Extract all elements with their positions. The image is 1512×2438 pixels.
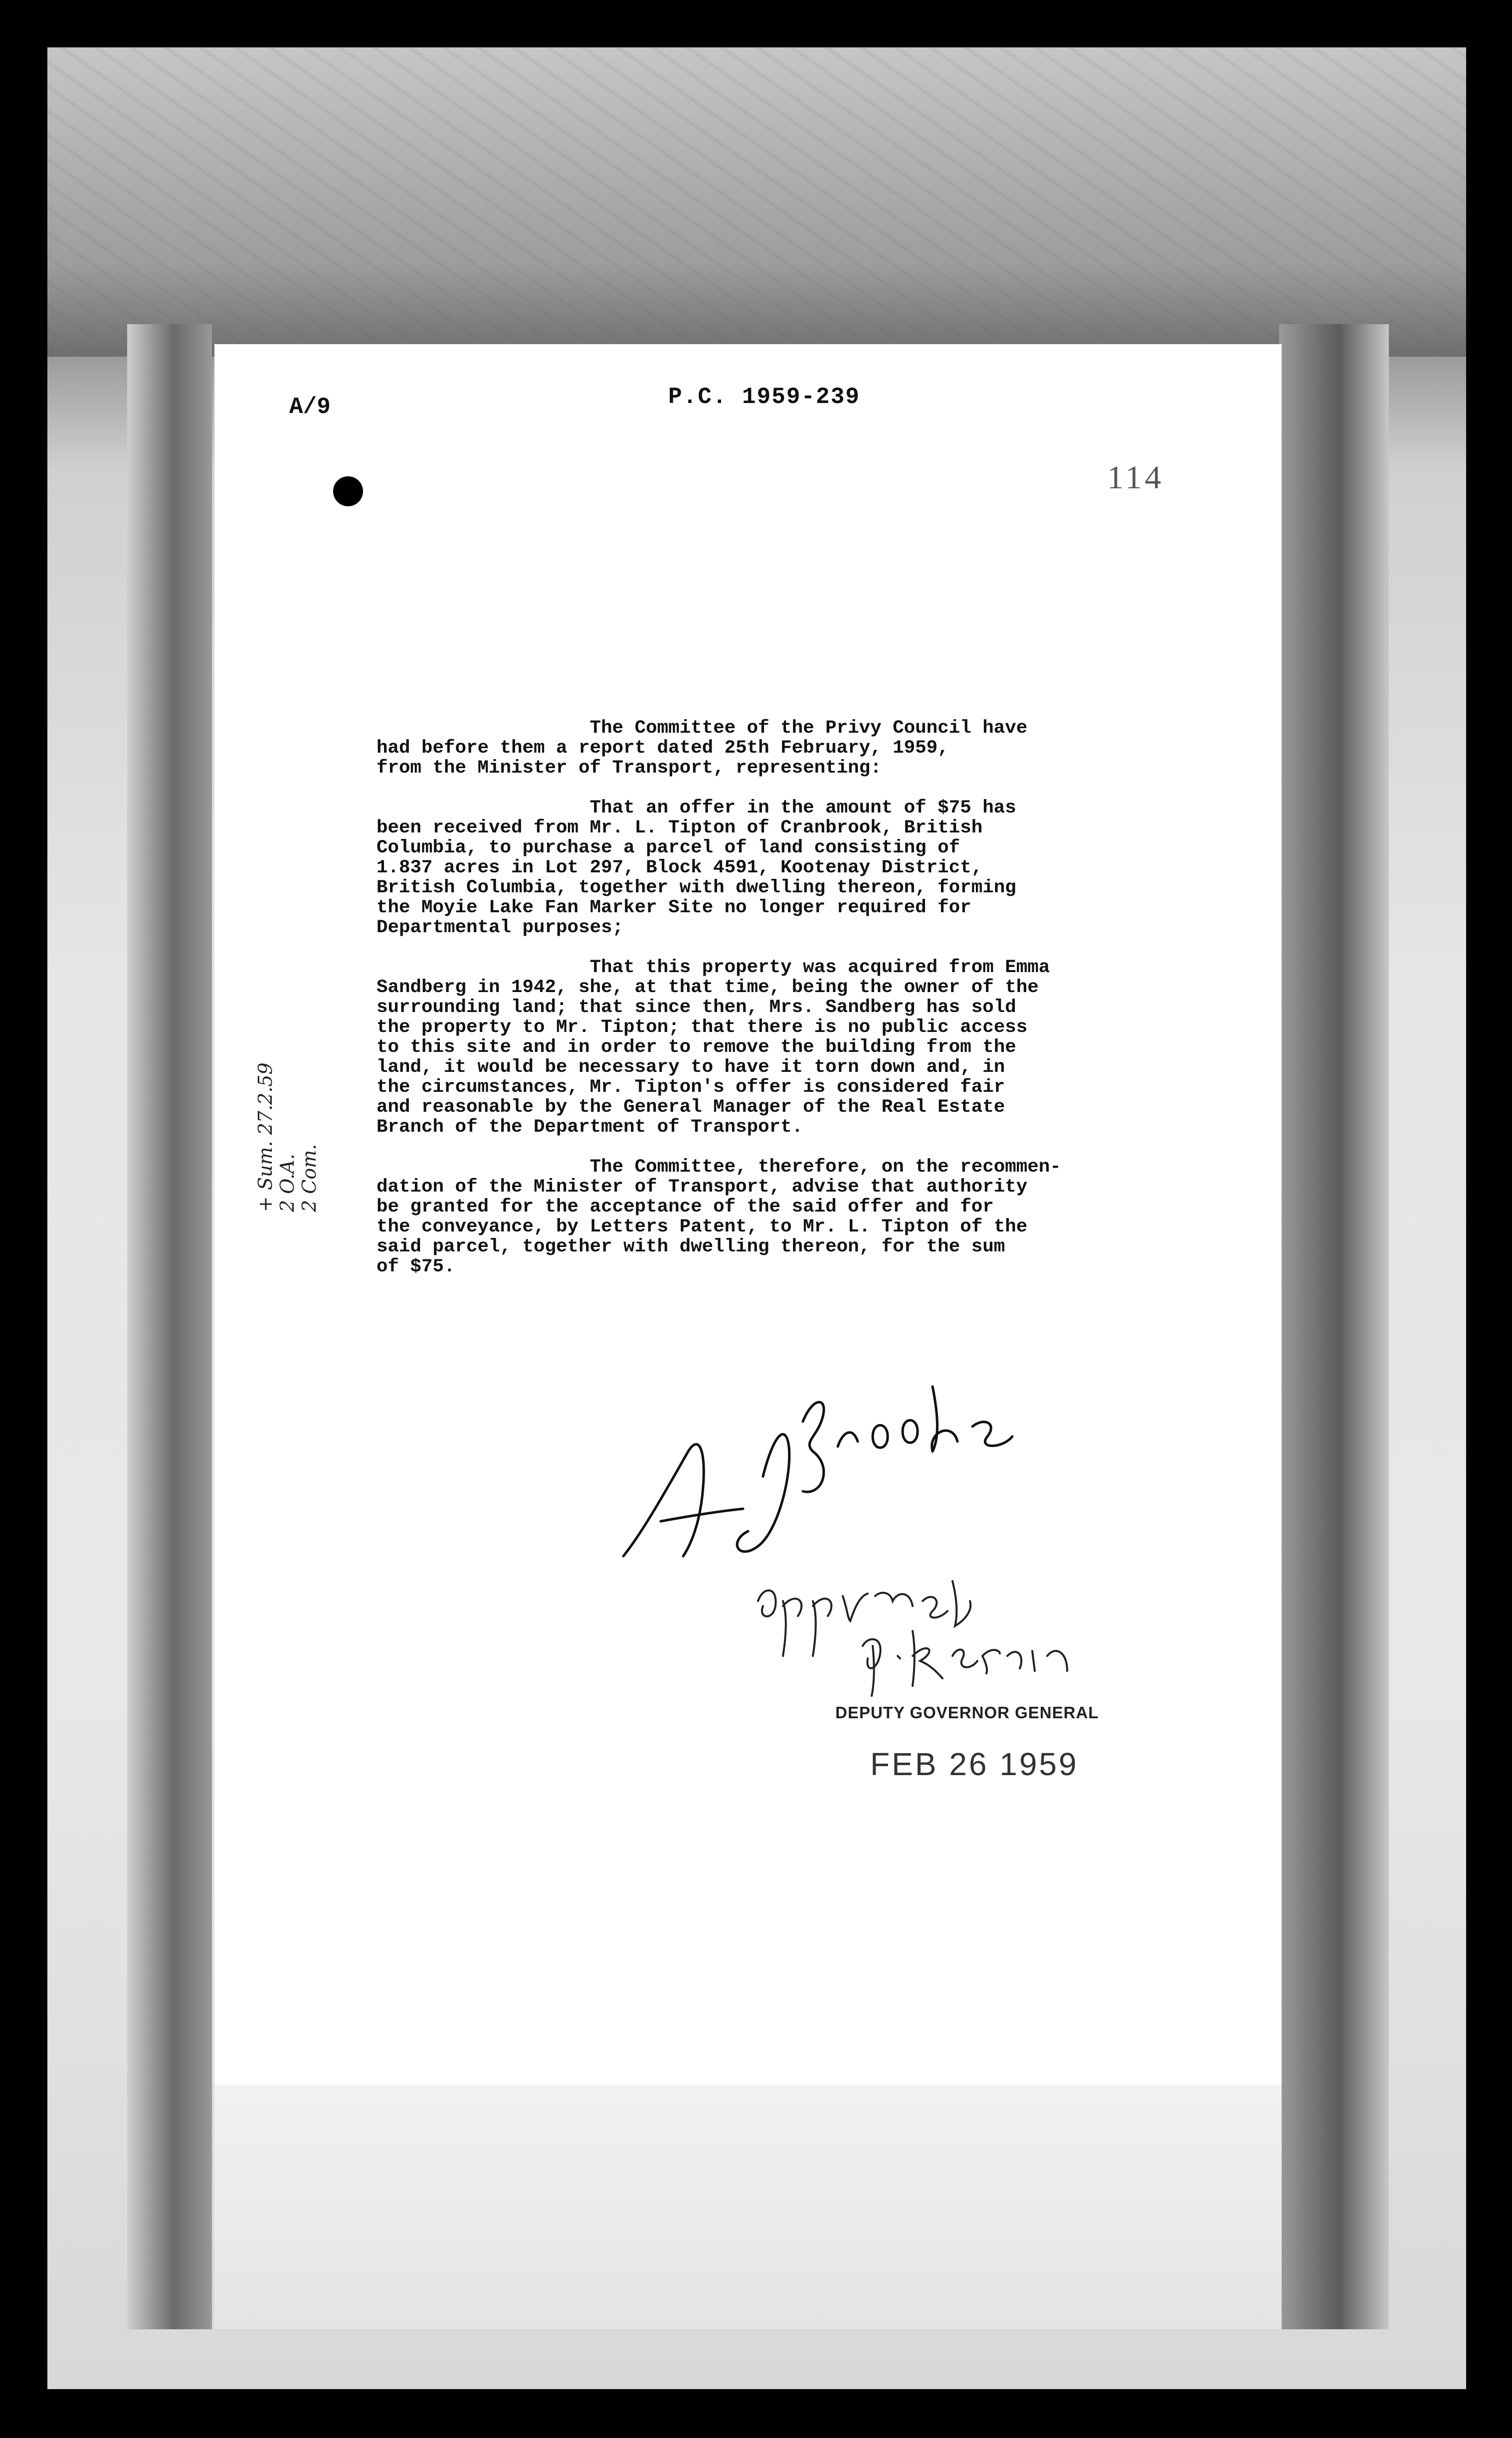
folio-number: 114 [1107,459,1164,496]
paragraph-offer: That an offer in the amount of $75 has been received from Mr. L. Tipton of Cranbrook, British Columbia, to purchase a parcel of land consisting of 1.837 acres in Lot 297, Block 4591, Kootenay District, British Columbia, together with dwelling thereon, forming the Moyie Lake Fan Marker Site no longer required for Departmental purposes; [377,798,1016,938]
document-body [377,718,1224,1297]
paragraph-property: That this property was acquired from Emma Sandberg in 1942, she, at that time, being the owner of the surrounding land; that since then, Mrs. Sandberg has sold the property to Mr. Tipton; that there is no public access to this site and in order to remove the building from the land, it would be necessary to have it torn down and, in the circumstances, Mr. Tipton's offer is considered fair and reasonable by the General Manager of the Real Estate Branch of the Department of Transport. [377,957,1050,1138]
approval-handwriting [748,1571,1097,1701]
scan-shadow-right [1279,324,1389,2329]
scan-bottom-area [214,2085,1282,2329]
order-number: P.C. 1959-239 [668,384,860,410]
scan-top-texture [47,47,1466,357]
signature-handwritten [613,1367,1022,1581]
scan-shadow-left [127,324,212,2329]
stamp-date: FEB 26 1959 [870,1746,1079,1782]
punch-hole-mark [333,476,363,506]
paragraph-intro: The Committee of the Privy Council have had before them a report dated 25th February, 1959, from the Minister of Transport, representing: [377,718,1028,779]
margin-annotation: + Sum. 27.2.59 2 O.A. 2 Com. [254,1062,320,1212]
archive-reference: A/9 [289,394,331,420]
paragraph-recommendation: The Committee, therefore, on the recommen- dation of the Minister of Transport, advise that authority be granted for the acceptance of the said offer and for the conveyance, by Letters Patent, to Mr. L. Tipton of the said parcel, together with dwelling thereon, for the sum of $75. [377,1157,1061,1277]
stamp-title: DEPUTY GOVERNOR GENERAL [835,1703,1099,1722]
